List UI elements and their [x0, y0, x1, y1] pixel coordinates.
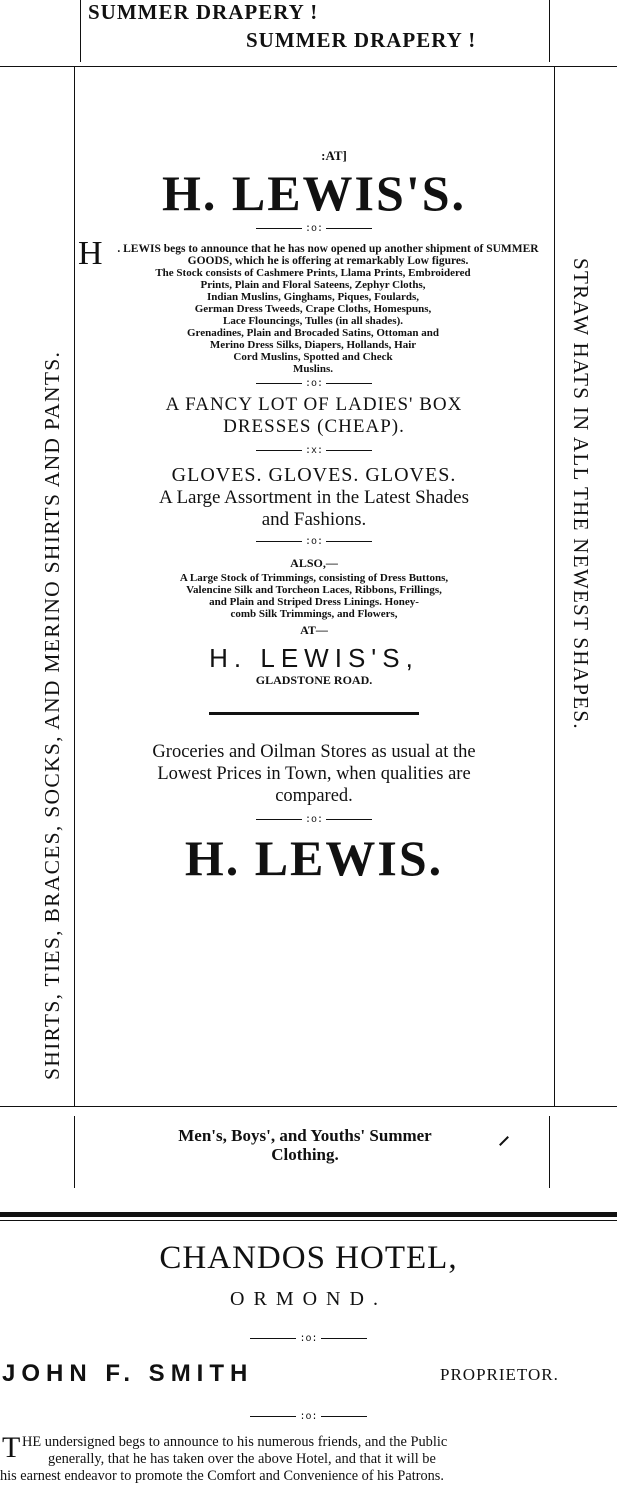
announcement-line2: generally, that he has taken over the above Hotel, and that it will be	[48, 1451, 436, 1467]
heavy-rule	[0, 1212, 617, 1217]
gloves-line2: and Fashions.	[261, 509, 367, 530]
bottom-rule	[0, 1106, 617, 1107]
bottom-banner-right-rule	[549, 1116, 550, 1188]
proprietor-label: PROPRIETOR.	[440, 1365, 559, 1384]
left-vertical-text: SHIRTS, TIES, BRACES, SOCKS, AND MERINO SHIRTS AND PANTS.	[40, 350, 64, 1080]
stock-line: German Dress Tweeds, Crape Cloths, Homespuns,	[194, 303, 432, 315]
separator: :o:	[90, 537, 538, 548]
right-vertical-text: STRAW HATS IN ALL THE NEWEST SHAPES.	[569, 258, 593, 730]
stock-paragraph	[78, 235, 548, 375]
trim-line: Valencine Silk and Torcheon Laces, Ribbons, Frillings,	[186, 584, 442, 596]
at-line: AT—	[300, 623, 328, 637]
separator: :o:	[0, 1334, 617, 1345]
separator: :o:	[90, 815, 538, 826]
bottom-banner-line2: Clothing.	[271, 1145, 339, 1164]
top-banner-right-rule	[549, 0, 550, 62]
stock-line: The Stock consists of Cashmere Prints, Llama Prints, Embroidered	[155, 267, 471, 279]
drop-cap-h: H	[78, 235, 103, 272]
hotel-announcement	[0, 1431, 617, 1485]
stock-line: Merino Dress Silks, Diapers, Hollands, Hair	[209, 339, 417, 351]
announcement-line1: HE undersigned begs to announce to his numerous friends, and the Public	[22, 1434, 448, 1450]
heavy-rule-thin	[0, 1220, 617, 1221]
stock-intro: . LEWIS begs to announce that he has now opened up another shipment of SUMMER GOODS, which he is offering at remarkably Low figures.	[117, 243, 539, 267]
bottom-banner-left-rule	[74, 1116, 75, 1188]
lewis-mid-title: H. LEWIS'S,	[209, 643, 419, 673]
stock-line: Grenadines, Plain and Brocaded Satins, Ottoman and	[186, 327, 440, 339]
proprietor-line	[0, 1360, 617, 1390]
owner-name: JOHN F. SMITH	[2, 1360, 254, 1387]
fancy-lot-line1: A FANCY LOT OF LADIES' BOX	[165, 394, 463, 415]
hotel-name: CHANDOS HOTEL,	[159, 1240, 458, 1276]
gladstone-road: GLADSTONE ROAD.	[255, 673, 373, 687]
stock-line: Muslins.	[292, 363, 334, 375]
announcement-line3: his earnest endeavor to promote the Comfort and Convenience of his Patrons.	[0, 1468, 444, 1484]
gloves-heading: GLOVES. GLOVES. GLOVES.	[171, 464, 457, 486]
trim-line: comb Silk Trimmings, and Flowers,	[230, 608, 398, 620]
trim-line: A Large Stock of Trimmings, consisting of Dress Buttons,	[179, 572, 449, 584]
also-label: ALSO,—	[290, 556, 338, 570]
trim-line: and Plain and Striped Dress Linings. Honey-	[209, 596, 419, 608]
top-banner-line1: SUMMER DRAPERY !	[88, 0, 319, 24]
stock-line: Cord Muslins, Spotted and Check	[233, 351, 393, 363]
separator: :x:	[90, 446, 538, 457]
main-content	[78, 148, 539, 888]
final-lewis: H. LEWIS.	[184, 830, 444, 886]
top-rule	[0, 66, 617, 67]
fancy-lot-line2: DRESSES (CHEAP).	[223, 416, 405, 437]
grocery-line3: compared.	[275, 786, 353, 806]
hotel-place: ORMOND.	[230, 1288, 387, 1310]
separator: :o:	[90, 224, 538, 235]
top-banner-left-rule	[80, 0, 81, 62]
grocery-line1: Groceries and Oilman Stores as usual at the	[152, 742, 476, 762]
main-right-rule	[554, 66, 555, 1106]
main-left-rule	[74, 66, 75, 1106]
top-banner-line2: SUMMER DRAPERY !	[246, 28, 477, 52]
lewis-title: H. LEWIS'S.	[161, 165, 467, 221]
grocery-line2: Lowest Prices in Town, when qualities are	[157, 764, 471, 784]
gloves-line1: A Large Assortment in the Latest Shades	[159, 487, 469, 508]
separator: :o:	[90, 379, 538, 390]
stock-line: Lace Flouncings, Tulles (in all shades).	[222, 315, 403, 327]
stock-line: Indian Muslins, Ginghams, Piques, Foulards,	[206, 291, 420, 303]
stock-line: Prints, Plain and Floral Sateens, Zephyr Cloths,	[200, 279, 426, 291]
drop-cap-t: T	[2, 1431, 21, 1464]
bottom-banner-line1: Men's, Boys', and Youths' Summer	[178, 1126, 432, 1145]
thick-divider	[209, 712, 419, 715]
separator: :o:	[0, 1412, 617, 1423]
at-top: :AT]	[321, 148, 347, 163]
